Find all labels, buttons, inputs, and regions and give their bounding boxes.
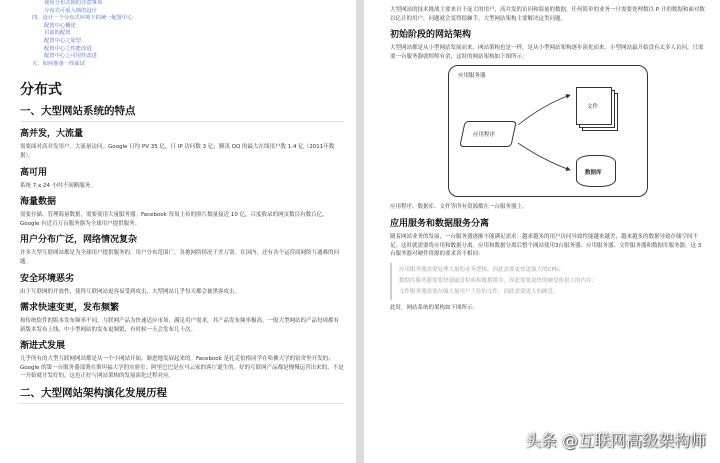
arrow-app-to-file	[518, 95, 570, 125]
toc-item[interactable]: 配置中心之原型	[44, 37, 82, 44]
quote-item: 文件服务器需要存储大量用户上传的文件，因此需要更大的硬盘。	[399, 288, 559, 295]
watermark-text: 头条 @互联网高级架构师	[524, 431, 706, 450]
heading-security: 安全环境恶劣	[20, 273, 75, 284]
paragraph-after: 此时，网站系统的架构如下图所示：	[390, 304, 479, 311]
heading-separation: 应用服务和数据服务分离	[390, 218, 490, 229]
diagram-caption: 应用程序、数据库、文件等所有资源都在一台服务器上。	[390, 204, 528, 211]
toc-item[interactable]: 四、设计一个分布式环境下的统一配置中心	[32, 15, 133, 22]
application-label: 应用程序	[473, 132, 496, 139]
paragraph-initial-architecture: 大型网站都是从小型网站发展而来，网站架构也是一样，是从小型网站架构逐步演化而来。小型网站最开始没有太多人访问，只需要一台服务器就绰绰有余，这时的网站架构如下图所示：	[390, 45, 704, 60]
toc-item[interactable]: 五、如何准备一终面试	[32, 60, 85, 67]
heading-massive-data: 海量数据	[20, 197, 57, 208]
document-title: 分布式	[20, 82, 62, 99]
file-label: 文件	[587, 104, 599, 111]
toc-item[interactable]: 目前的配置	[44, 30, 71, 37]
toc-item[interactable]: 配置中心之可用性改进	[44, 53, 97, 60]
quote-item: 应用服务器需要处理大量的业务逻辑，因此需要更快更强大的CPU；	[399, 266, 565, 273]
paragraph-intro: 大型网站的技术挑战主要来自于庞大的用户，高并发的访问和海量的数据，任何简单的业务一旦需要处理数以 P 计的数据和面对数以亿计的用户，问题就会变得很棘手。大型网站架构主要解决这类问题。	[390, 7, 705, 22]
heading-high-concurrency: 高并发，大流量	[20, 129, 84, 140]
heading-fast-change: 需求快速变更，发布频繁	[20, 303, 120, 314]
toc-item[interactable]: 分布式可重入锁的设计	[44, 7, 97, 14]
quote-item: 数据库服务器需要快速磁盘检索和数据缓存，因此需要更快的硬盘和更大的内存；	[399, 277, 598, 284]
toc-item[interactable]: 配置中心之性能改进	[44, 45, 92, 52]
database-box	[576, 155, 616, 187]
arrow-app-to-db	[518, 143, 570, 170]
paragraph-security: 由于互联网的开放性，使得互联网站更容易受到攻击，大型网站几乎每天都会被黑客攻击。	[20, 288, 241, 295]
app-server-label: 应用服务器	[458, 73, 486, 80]
requirements-quote	[390, 263, 706, 300]
heading-wide-users: 用户分布广泛，网络情况复杂	[20, 235, 138, 246]
heading-initial-architecture: 初始阶段的网站架构	[390, 30, 472, 41]
paragraph-separation: 随着网站业务的发展，一台服务器逐渐不能满足需求：越来越多的用户访问导致性能越来越差，越来越多的数据导致存储空间不足。这时就需要将应用和数据分离。应用和数据分离后整个网站使用3台服务器：应用服务器、文件服务器和数据库服务器。这 3 台服务器对硬件资源的要求各不相同：	[390, 233, 702, 258]
heading-progressive: 渐进式发展	[20, 341, 66, 352]
heading-high-availability: 高可用	[20, 167, 48, 178]
architecture-diagram	[448, 65, 648, 197]
section-heading-features: 一、大型网站系统的特点	[20, 105, 344, 122]
paragraph-progressive: 几乎所有的大型互联网网站都是从一个小网站开始，渐进地发展起来的。Facebook 是扎克伯格同学在哈佛大学的宿舍里开发的；Google 的第一台服务器部署在斯坦福大学的实验室；阿里巴巴是在马云家的客厅诞生的。好的互联网产品都是慢慢运营出来的，不是一开始就开发好的，这也正好与网站架构的发展演化过程对应。	[20, 356, 344, 380]
paragraph-high-availability: 系统 7 x 24 小时不间断服务。	[20, 182, 96, 189]
application-box	[459, 121, 517, 147]
toc-item[interactable]: 使用分布式锁的注意事项	[44, 0, 103, 6]
right-document-page	[364, 0, 720, 463]
paragraph-massive-data: 需要存储、管理海量数据，需要使用大量服务器。Facebook 每周上传的照片数量接近 10 亿，百度收录的网页数目有数百亿，Google 有近百万台服务器为全球用户提供服务。	[20, 212, 328, 227]
left-document-page	[0, 0, 356, 463]
database-label: 数据库	[585, 170, 602, 177]
paragraph-wide-users: 许多大型互联网站都是为全球用户提供服务的，用户分布范围广，各地网络情况千差万别。在国内，还有各个运营商网络互通难的问题。	[20, 250, 340, 265]
paragraph-fast-change: 和传统软件的版本发布频率不同，互联网产品为快速适应市场，满足用户需求，其产品发布频率极高。一般大型网站的产品每周都有新版本发布上线，中小型网站的发布更频繁，有时候一天会发布几十次。	[20, 318, 340, 333]
paragraph-high-concurrency: 需要面对高并发用户、大流量访问。Google 日均 PV 35 亿，日 IP 访问数 3 亿；腾讯 QQ 的最大在线用户数 1.4 亿（2011年数据）。	[20, 144, 335, 159]
table-of-contents	[20, 0, 344, 68]
section-heading-evolution: 二、大型网站架构演化发展历程	[20, 387, 344, 404]
file-box	[576, 87, 612, 125]
toc-item[interactable]: 配置中心概述	[44, 22, 76, 29]
